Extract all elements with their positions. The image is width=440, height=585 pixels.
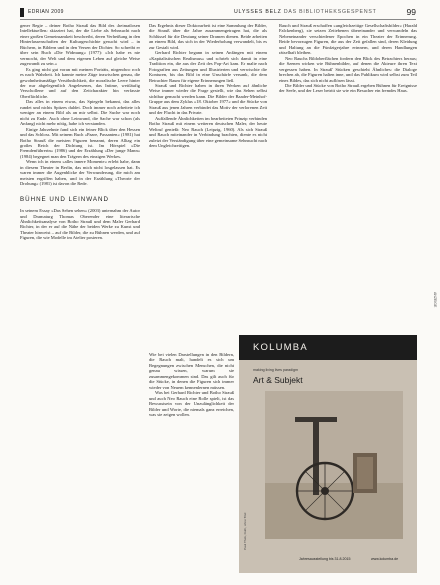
paragraph: Neo Rauchs Bildoberflächen fordern den Blick des Betrachters heraus; die Szenen wirken wie Bühnenbilder, auf denen die Akteure ihren Text vergessen haben. In Strauß' Stücken geschieht Ähnliches: die Dialoge brechen ab, die Figuren halten inne, und das Publikum wird selbst zum Teil eines Bildes, das sich nicht auflösen lässt. (279, 55, 417, 83)
ad-date: Jahresausstellung bis 31.8.2015 (299, 557, 351, 561)
left-column (20, 23, 140, 568)
header-rule (20, 19, 416, 20)
ad-subtitle: Art & Subjekt (253, 375, 303, 385)
ad-url[interactable]: www.kolumba.de (371, 557, 399, 561)
ad-label: ANZEIGE (432, 292, 437, 308)
page-number: 99 (406, 7, 416, 17)
series-title (234, 9, 377, 15)
header-marker (20, 8, 24, 17)
ad-credit: Paul Thek, Ruth, ohne Titel (243, 512, 247, 550)
paragraph: Wie bei vielen Darstellungen in den Bildern, die Rauch malt, handelt es sich um Begegnungen zwischen Menschen, die nicht genau wissen, warum sie zusammengekommen sind. Das gilt auch für die Stücke, in denen die Figuren sich immer wieder von Neuem kennenlernen müssen. (149, 352, 234, 390)
paragraph: Auffallende Ähnlichkeiten im bearbeiteten Prinzip verbinden Botho Strauß mit einem weiteren deutschen Maler, der heute Weltruf genießt: Neo Rauch (Leipzig, 1960). Als sich Strauß und Rauch miteinander in Verbindung brachten, diente es nicht zuletzt der Verständigung über eine gemeinsame Sehnsucht nach dem Ungleichzeitigen. (149, 115, 267, 148)
paragraph: Das alles in einem etwas, das Spiegeln bekannt, das alles rundet und nichts Spitzes duldet. Doch immer noch arbeitete ich weniger an einem Bild als an mir selbst. Die Suche war noch nicht zu Ende. Auch ohne Leinwand, die Sache war schon (als Anfang) nicht mehr nötig, habe ich verstanden. (20, 99, 140, 127)
paragraph: Das Ergebnis dieser Doktorarbeit ist eine Sammlung der Bilder, die Strauß über die Jahre zusammengetragen hat, die als Schlüssel für die Deutung seiner Dramen dienen. Beide arbeiten an einem Bild, das sich in der Wiederholung verwandelt, bis es zur Gestalt wird. (149, 23, 267, 50)
ad-title-bar (239, 335, 417, 360)
paragraph: Rauch und Strauß erschaffen »ungleichzeitige Gesellschaftsbilder« (Harald Falckenberg), sie setzen Zeitebenen übereinander und verwandeln das Nebeneinander verschiedener Epochen in ein Theater der Erinnerung. Beide bevorzugen Figuren, die aus der Zeit gefallen sind, deren Kleidung und Haltung an die Fünfzigerjahre erinnern, und deren Handlungen rätselhaft bleiben. (279, 23, 417, 56)
paragraph: Gerhard Richter begann in seinen Anfängen mit einem »Kapitalistischen Realismus« und schrieb sich damit in eine Tradition ein, die aus der Zeit des Pop-Art kam. Er malte nach Fotografien aus Zeitungen und Illustrierten und verwischte die Konturen, bis das Bild in eine Unschärfe versank, die dem Betrachter Raum für eigene Erinnerungen ließ. (149, 50, 267, 83)
ad-tagline: making living lives paradigm (253, 368, 298, 372)
section-heading: BÜHNE UND LEINWAND (20, 195, 109, 203)
paragraph: Wenn ich in einem »alles innere Momente« erlebt habe, dann in diesem Theater in Berlin, das mich nicht losgelassen hat. Es waren immer die Augenblicke der Verwunderung, die mich am meisten ergriffen haben, und in der Erzählung »Theorie der Drohung« (1981) ist davon die Rede. (20, 159, 140, 187)
issue-label: EDRIAN 2009 (28, 9, 64, 15)
series-subtitle: DAS BIBLIOTHEKSGESPENST (283, 9, 377, 15)
series-author: ULYSSES BELZ (234, 9, 282, 15)
middle-lower-column (149, 352, 234, 572)
ad-artwork-image (265, 391, 403, 539)
paragraph: gener Regie – deiner Botho Strauß das Bild des ›heimatlosen Intellektuellen‹ skizziert hat, der die Liebe als Sehnsucht nach einer großen Gemeinsamkeit beschreibt, deren Verheißung in den Hinterlassenschaften der Kulturgeschichte gesucht wird – in Büchern, in Bildern und in den Versen der Dichter. So schreibt er über sein Buch »Die Widmung« (1977): »Ich habe es nie vermocht, der Welt und dem eigenen Leben auf gleiche Weise zugewandt zu sein.« (20, 23, 140, 67)
paragraph: Einige Jahrzehnte fand sich ein feiner Blick über den Hessen und das Schloss. Mit seinem Buch »Paare, Passanten« (1981) hat Botho Strauß die meisten Figuren benannt, deren Alltag ein großes Reich der Dichtung ist. Im Hörspiel »Die Fremdenführerin« (1986) und der Erzählung »Der junge Mann« (1984) begegnet man den Trägern des einzigen Werkes. (20, 126, 140, 159)
page-header (20, 7, 416, 19)
paragraph: Die Bilder und Stücke von Botho Strauß ergeben Bühnen für Ereignisse der Seele, und der Leser betritt sie wie ein Besucher ein fremdes Haus. (279, 82, 417, 94)
paragraph: Was bei Gerhard Richter und Botho Strauß und auch Neo Rauch eine Rolle spielt, ist das Bewusstsein von der Unzulänglichkeit der Bilder und Worte, die niemals ganz erreichen, was sie zeigen wollen. (149, 390, 234, 417)
paragraph: In seinem Essay »Das Sehen sehen« (2003) unternahm der Autor und Dramaturg Thomas Oberender eine literarische Ähnlichkeitsanalyse von Botho Strauß und dem Maler Gerhard Richter, in der er auf die Nähe der beiden Werke zu Kunst und Theater hinweist – auf die Bilder, die zu Bühnen werden, und auf Figuren, die wie Modelle im Atelier posieren. (20, 208, 140, 241)
right-column (279, 23, 417, 167)
paragraph: Strauß und Richter haben in ihren Werken auf ähnliche Weise immer wieder die Frage gestellt, wie das Sehen selbst sichtbar gemacht werden kann. Die Bilder der Baader-Meinhof-Gruppe aus dem Zyklus »18. Oktober 1977« und die Stücke von Strauß aus jenen Jahren verbindet das Motiv der verlorenen Zeit und der Flucht in das Private. (149, 82, 267, 116)
ad-title: KOLUMBA (253, 342, 308, 353)
paragraph: Es ging nicht gut voran mit meinen Porträts, nirgendwo roch es nach Wahrheit. Ich kannte meine Züge inzwischen genau, die gewohnheitsmäßige Versöhnlichkeit, die moralische Leere hinter der nur abgelegentlich Angelesenes, das Intime, weitläufig Verschollene und auf den Zeitcharakter hin verfasste Oberflächliche. (20, 66, 140, 99)
advertisement[interactable] (239, 335, 417, 573)
